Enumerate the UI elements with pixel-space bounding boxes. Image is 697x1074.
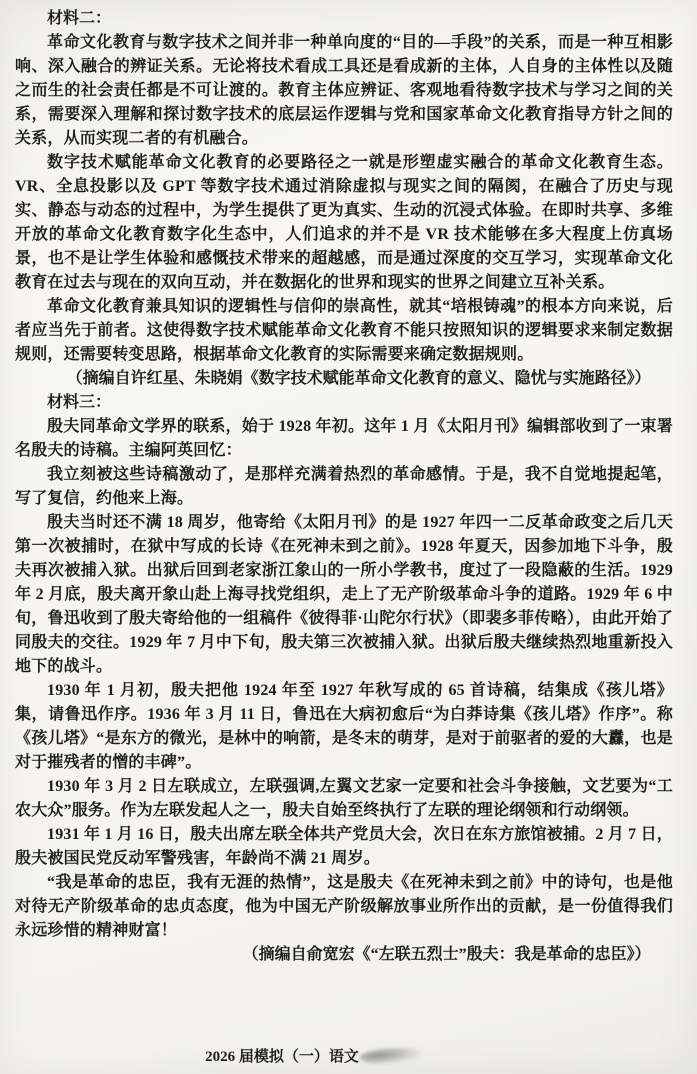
body-paragraph: 革命文化教育兼具知识的逻辑性与信仰的崇高性，就其“培根铸魂”的根本方向来说，后者应当先于前者。这使得数字技术赋能革命文化教育不能只按照知识的逻辑要求来制定数据规则，还需要转变思路，根据革命文化教育的实际需要来确定数据规则。 [15, 298, 673, 363]
body-paragraph: 1930 年 3 月 2 日左联成立，左联强调,左翼文艺家一定要和社会斗争接触，文艺要为“工农大众”服务。作为左联发起人之一，殷夫自始至终执行了左联的理论纲领和行动纲领。 [15, 778, 673, 819]
section-material-3 [15, 391, 673, 967]
erased-smudge [359, 1045, 422, 1066]
body-paragraph: “我是革命的忠臣，我有无涯的热情”，这是殷夫《在死神未到之前》中的诗句，也是他对待无产阶级革命的忠贞态度，他为中国无产阶级解放事业所作出的贡献，是一份值得我们永远珍惜的精神财富！ [15, 874, 673, 939]
section-heading-material-3: 材料三： [47, 394, 112, 411]
body-paragraph: 殷夫同革命文学界的联系，始于 1928 年初。这年 1 月《太阳月刊》编辑部收到了一束署名殷夫的诗稿。主编阿英回忆： [15, 418, 673, 459]
body-paragraph: 革命文化教育与数字技术之间并非一种单向度的“目的—手段”的关系，而是一种互相影响、深入融合的辨证关系。无论将技术看成工具还是看成新的主体，人自身的主体性以及随之而生的社会责任都是不可让渡的。教育主体应辨证、客观地看待数字技术与学习之间的关系，需要深入理解和探讨数字技术的底层运作逻辑与党和国家革命文化教育指导方针之间的关系，从而实现二者的有机融合。 [15, 34, 673, 147]
attribution-line: （摘编自许红星、朱晓娟《数字技术赋能革命文化教育的意义、隐忧与实施路径》） [66, 370, 651, 387]
body-paragraph: 殷夫当时还不满 18 周岁，他寄给《太阳月刊》的是 1927 年四一二反革命政变之后几天第一次被捕时，在狱中写成的长诗《在死神未到之前》。1928 年夏天，因参加地下斗争，殷夫再次被捕入狱。出狱后回到老家浙江象山的一所小学教书，度过了一段隐蔽的生活。1929 年 2 月底，殷夫离开象山赴上海寻找党组织，走上了无产阶级革命斗争的道路。1929 年 6 中旬，鲁迅收到了殷夫寄给他的一组稿件《彼得菲·山陀尔行状》（即裴多菲传略），由此开始了同殷夫的交往。1929 年 7 月中下旬，殷夫第三次被捕入狱。出狱后殷夫继续热烈地重新投入地下的战斗。 [15, 514, 673, 675]
body-paragraph: 1931 年 1 月 16 日，殷夫出席左联全体共产党员大会，次日在东方旅馆被捕。2 月 7 日，殷夫被国民党反动军警残害，年龄尚不满 21 周岁。 [15, 826, 673, 867]
attribution-line: （摘编自俞宽宏《“左联五烈士”殷夫：我是革命的忠臣》） [242, 946, 651, 963]
footer-label: 2026 届模拟（一）语文 [205, 1049, 359, 1065]
body-paragraph: 我立刻被这些诗稿激动了，是那样充满着热烈的革命感情。于是，我不自觉地提起笔，写了复信，约他来上海。 [15, 466, 673, 507]
page-footer [0, 1047, 697, 1067]
body-paragraph: 1930 年 1 月初，殷夫把他 1924 年至 1927 年秋写成的 65 首诗稿，结集成《孩儿塔》集，请鲁迅作序。1936 年 3 月 11 日，鲁迅在大病初愈后“为白莽诗集《孩儿塔》作序”。称《孩儿塔》“是东方的微光，是林中的响箭，是冬末的萌芽，是对于前驱者的爱的大纛，也是对于摧残者的憎的丰碑”。 [15, 682, 673, 771]
section-material-2 [15, 7, 673, 391]
body-paragraph: 数字技术赋能革命文化教育的必要路径之一就是形塑虚实融合的革命文化教育生态。VR、全息投影以及 GPT 等数字技术通过消除虚拟与现实之间的隔阂，在融合了历史与现实、静态与动态的过程中，为学生提供了更为真实、生动的沉浸式体验。在即时共享、多维开放的革命文化教育数字化生态中，人们追求的并不是 VR 技术能够在多大程度上仿真场景，也不是让学生体验和感慨技术带来的超越感，而是通过深度的交互学习，实现革命文化教育在过去与现在的双向互动，并在数据化的世界和现实的世界之间建立互补关系。 [15, 154, 673, 291]
section-heading-material-2: 材料二： [47, 10, 112, 27]
